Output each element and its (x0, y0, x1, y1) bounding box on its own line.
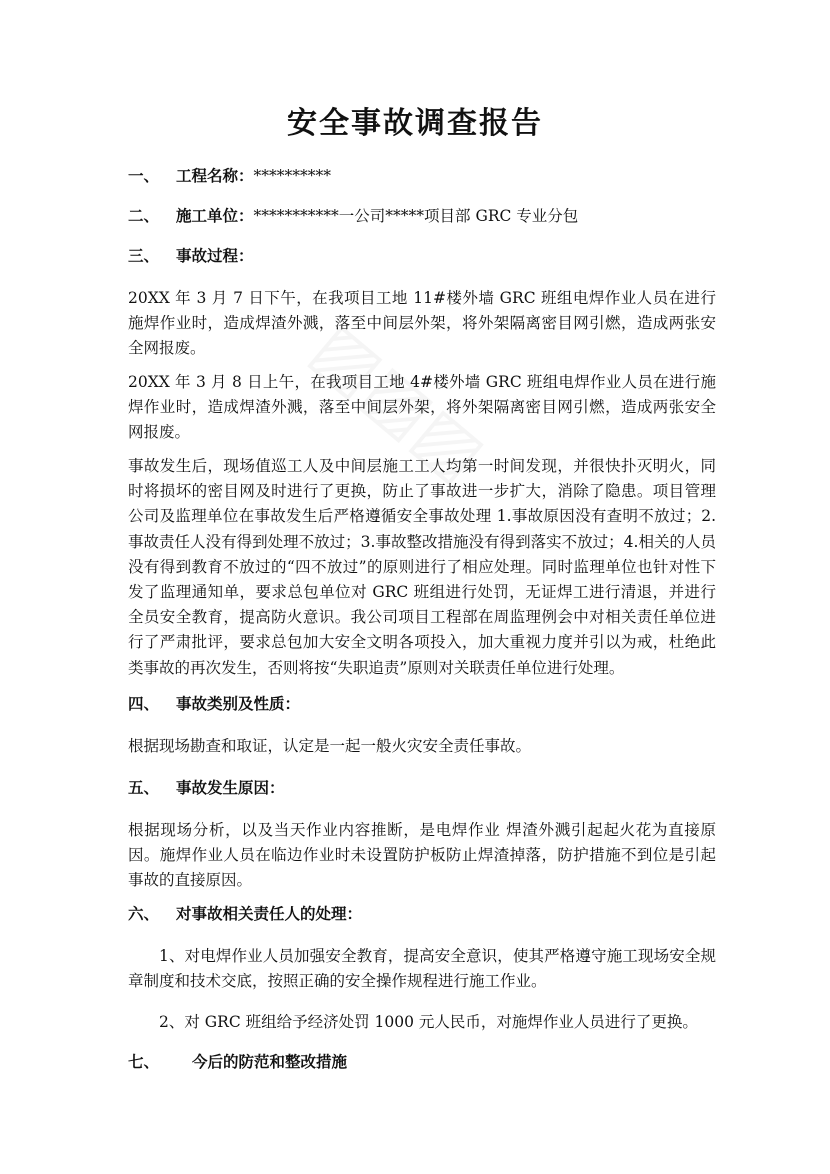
section-7-prevention-measures (128, 1050, 347, 1074)
section-1-project-name (128, 164, 331, 188)
paragraph-cause: 根据现场分析，以及当天作业内容推断，是电焊作业 焊渣外溅引起起火花为直接原因。施焊作业人员在临边作业时未设置防护板防止焊渣掉落，防护措施不到位是引起事故的直接原因。 (128, 821, 716, 890)
section-label: 对事故相关责任人的处理： (176, 905, 363, 923)
section-label: 事故类别及性质： (176, 695, 301, 713)
paragraph-aftermath: 事故发生后，现场值巡工人及中间层施工工人均第一时间发现，并很快扑灭明火，同时将损坏的密目网及时进行了更换，防止了事故进一步扩大，消除了隐患。项目管理公司及监理单位在事故发生后严格遵循安全事故处理 1.事故原因没有查明不放过；2.事故责任人没有得到处理不放过；3.事故整改措施没有得到落实不放过；4.相关的人员没有得到教育不放过的“四不放过”的原则进行了相应处理。同时监理单位也针对性下发了监理通知单，要求总包单位对 GRC 班组进行处罚，无证焊工进行清退，并进行全员安全教育，提高防火意识。我公司项目工程部在周监理例会中对相关责任单位进行了严肃批评，要求总包加大安全文明各项投入，加大重视力度并引以为戒，杜绝此类事故的再次发生，否则将按“失职追责”原则对关联责任单位进行处理。 (128, 457, 716, 677)
section-label: 今后的防范和整改措施 (192, 1053, 348, 1071)
section-label: 事故过程： (176, 247, 254, 265)
section-number: 二、 (128, 207, 160, 225)
section-label: 施工单位： (176, 207, 254, 225)
section-label: 事故发生原因： (176, 779, 285, 797)
paragraph-march-8: 20XX 年 3 月 8 日上午，在我项目工地 4#楼外墙 GRC 班组电焊作业人员在进行施焊作业时，造成焊渣外溅，落至中间层外架，将外架隔离密目网引燃，造成两张安全网报废。 (128, 373, 716, 442)
section-label: 工程名称： (176, 167, 254, 185)
paragraph-handling-1: 1、对电焊作业人员加强安全教育，提高安全意识，使其严格遵守施工现场安全规章制度和技术交底，按照正确的安全操作规程进行施工作业。 (128, 947, 716, 991)
paragraph-category: 根据现场勘查和取证，认定是一起一般火灾安全责任事故。 (128, 737, 532, 755)
section-value: ***********一公司*****项目部 GRC 专业分包 (253, 207, 579, 225)
section-number: 三、 (128, 247, 160, 265)
section-number: 七、 (128, 1053, 160, 1071)
section-number: 五、 (128, 779, 160, 797)
section-5-accident-cause (128, 776, 285, 800)
paragraph-handling-2: 2、对 GRC 班组给予经济处罚 1000 元人民币，对施焊作业人员进行了更换。 (159, 1013, 698, 1031)
section-4-accident-category (128, 692, 300, 716)
section-3-accident-process (128, 244, 254, 268)
section-value: ********** (253, 167, 332, 185)
section-2-construction-unit (128, 204, 578, 228)
section-number: 四、 (128, 695, 160, 713)
section-6-responsible-handling (128, 902, 362, 926)
paragraph-march-7: 20XX 年 3 月 7 日下午，在我项目工地 11#楼外墙 GRC 班组电焊作业人员在进行施焊作业时，造成焊渣外溅，落至中间层外架，将外架隔离密目网引燃，造成两张安全网报废。 (128, 289, 716, 358)
section-number: 六、 (128, 905, 160, 923)
document-title: 安全事故调查报告 (287, 106, 543, 141)
section-number: 一、 (128, 167, 160, 185)
